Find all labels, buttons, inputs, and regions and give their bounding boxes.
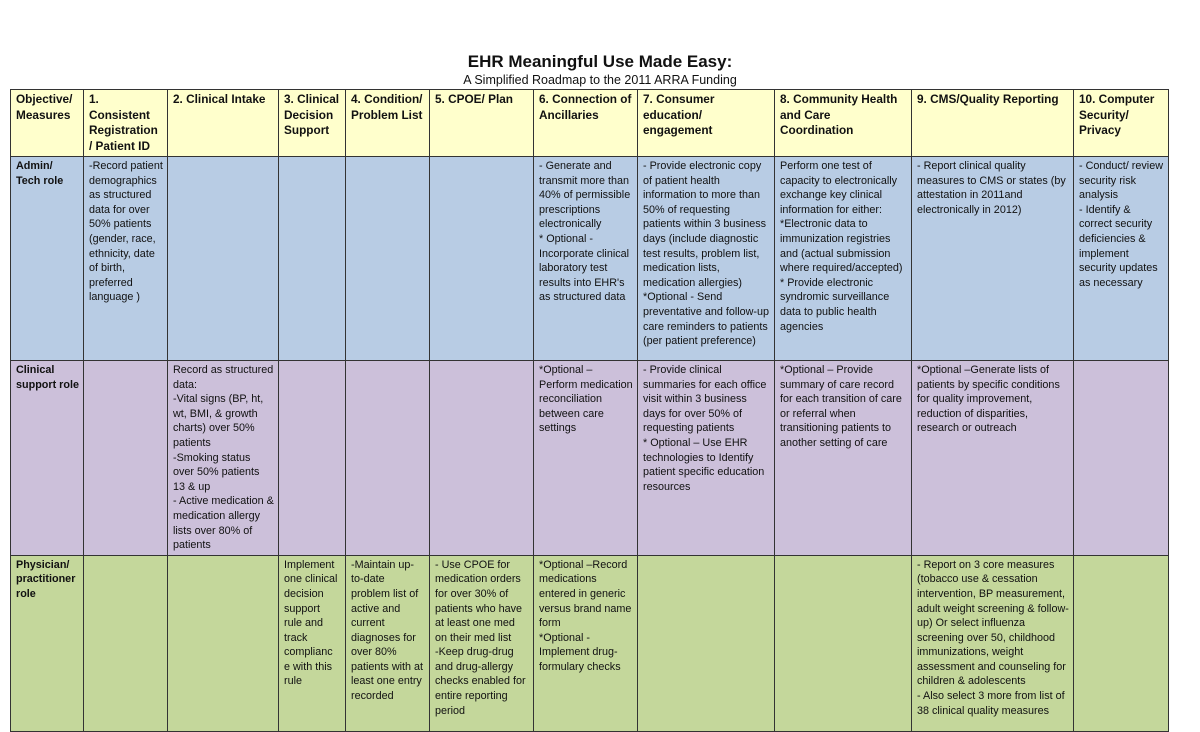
table-cell: - Conduct/ review security risk analysis - Identify & correct security deficiencies & implement security updates as necessary [1074, 157, 1169, 361]
header-ancillaries: 6. Connection of Ancillaries [534, 90, 638, 157]
header-clinical-intake: 2. Clinical Intake [168, 90, 279, 157]
table-cell [279, 157, 346, 361]
table-cell [430, 157, 534, 361]
table-cell: Record as structured data: -Vital signs (BP, ht, wt, BMI, & growth charts) over 50% patients -Smoking status over 50% patients 13 & up - Active medication & medication allergy lists over 80% of patients [168, 361, 279, 556]
table-row-physician [11, 555, 1169, 731]
table-cell [279, 361, 346, 556]
table-cell: -Maintain up-to-date problem list of active and current diagnoses for over 80% patients with at least one entry recorded [346, 555, 430, 731]
table-cell [168, 555, 279, 731]
table-cell [638, 555, 775, 731]
table-cell [1074, 361, 1169, 556]
table-cell: *Optional –Generate lists of patients by specific conditions for quality improvement, reduction of disparities, research or outreach [912, 361, 1074, 556]
table-cell: Implement one clinical decision support rule and track complianc e with this rule [279, 555, 346, 731]
table-cell: *Optional – Provide summary of care record for each transition of care or referral when transitioning patients to another setting of care [775, 361, 912, 556]
roadmap-table [10, 89, 1169, 732]
table-cell [775, 555, 912, 731]
document-title: EHR Meaningful Use Made Easy: [467, 52, 733, 71]
header-decision-support: 3. Clinical Decision Support [279, 90, 346, 157]
table-cell: - Report on 3 core measures (tobacco use & cessation intervention, BP measurement, adult weight screening & follow-up) Or select influenza screening over 50, childhood immunizations, weight assessment and counseling for children & adolescents - Also select 3 more from list of 38 clinical quality measures [912, 555, 1074, 731]
header-security: 10. Computer Security/ Privacy [1074, 90, 1169, 157]
table-cell [346, 361, 430, 556]
table-cell: - Report clinical quality measures to CMS or states (by attestation in 2011and electronically in 2012) [912, 157, 1074, 361]
document-subtitle: A Simplified Roadmap to the 2011 ARRA Funding [463, 73, 737, 87]
row-label-physician: Physician/ practitioner role [11, 555, 84, 731]
header-row [11, 90, 1169, 157]
table-row-admin [11, 157, 1169, 361]
header-quality-reporting: 9. CMS/Quality Reporting [912, 90, 1074, 157]
table-cell: - Provide clinical summaries for each office visit within 3 business days for over 50% of requesting patients * Optional – Use EHR technologies to Identify patient specific education resources [638, 361, 775, 556]
header-objective: Objective/ Measures [11, 90, 84, 157]
header-community-health: 8. Community Health and Care Coordination [775, 90, 912, 157]
header-problem-list: 4. Condition/ Problem List [346, 90, 430, 157]
table-cell [84, 361, 168, 556]
table-cell [346, 157, 430, 361]
table-cell [84, 555, 168, 731]
table-cell [1074, 555, 1169, 731]
table-cell: *Optional – Perform medication reconciliation between care settings [534, 361, 638, 556]
table-cell: - Use CPOE for medication orders for over 30% of patients who have at least one med on their med list -Keep drug-drug and drug-allergy checks enabled for entire reporting period [430, 555, 534, 731]
table-cell: - Generate and transmit more than 40% of permissible prescriptions electronically * Optional - Incorporate clinical laboratory test results into EHR's as structured data [534, 157, 638, 361]
header-cpoe: 5. CPOE/ Plan [430, 90, 534, 157]
table-cell [168, 157, 279, 361]
table-cell: Perform one test of capacity to electronically exchange key clinical information for either: *Electronic data to immunization registries and (actual submission where required/accepted) * Provide electronic syndromic surveillance data to public health agencies [775, 157, 912, 361]
table-cell: -Record patient demographics as structured data for over 50% patients (gender, race, ethnicity, date of birth, preferred language ) [84, 157, 168, 361]
row-label-admin: Admin/ Tech role [11, 157, 84, 361]
header-consumer-education: 7. Consumer education/ engagement [638, 90, 775, 157]
row-label-clinical: Clinical support role [11, 361, 84, 556]
table-cell [430, 361, 534, 556]
table-row-clinical [11, 361, 1169, 556]
header-registration: 1. Consistent Registration / Patient ID [84, 90, 168, 157]
table-cell: - Provide electronic copy of patient health information to more than 50% of requesting patients within 3 business days (include diagnostic test results, problem list, medication lists, medication allergies) *Optional - Send preventative and follow-up care reminders to patients (per patient preference) [638, 157, 775, 361]
table-cell: *Optional –Record medications entered in generic versus brand name form *Optional - Implement drug-formulary checks [534, 555, 638, 731]
